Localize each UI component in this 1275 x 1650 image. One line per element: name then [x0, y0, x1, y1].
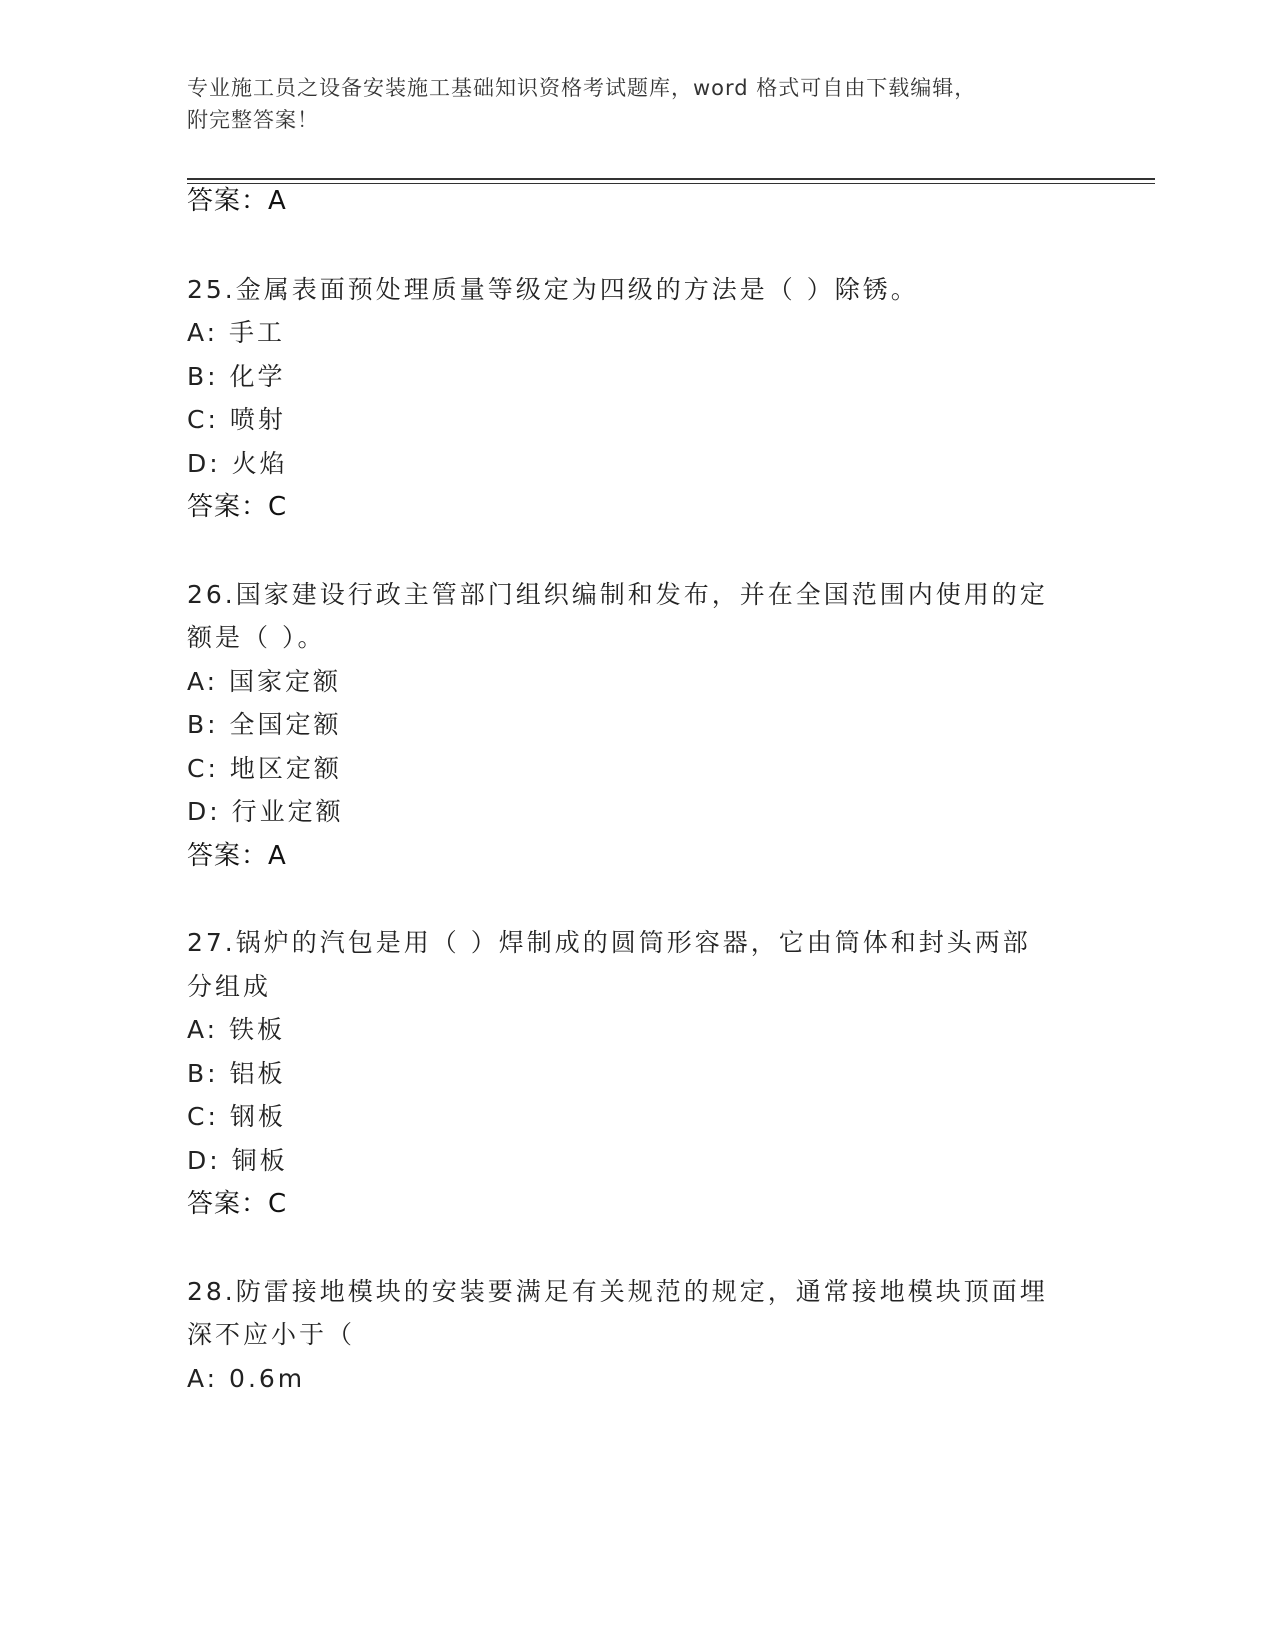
header-line-1: 专业施工员之设备安装施工基础知识资格考试题库，word 格式可自由下载编辑，	[187, 76, 977, 100]
header-line-2: 附完整答案！	[187, 108, 319, 132]
option-27-a: A: 铁板	[187, 1015, 286, 1044]
question-27-line-2: 分组成	[187, 972, 272, 1001]
option-27-c: C: 钢板	[187, 1102, 286, 1131]
answer-27: 答案：C	[187, 1189, 288, 1219]
option-26-d: D: 行业定额	[187, 797, 344, 826]
document-header	[187, 72, 1067, 136]
option-25-d: D: 火焰	[187, 449, 288, 478]
option-26-b: B: 全国定额	[187, 710, 342, 739]
question-28-line-2: 深不应小于（	[187, 1320, 356, 1349]
question-26-line-2: 额是（ ）。	[187, 623, 326, 652]
answer-25: 答案：C	[187, 492, 288, 522]
option-27-b: B: 铝板	[187, 1059, 286, 1088]
question-26-line-1: 26.国家建设行政主管部门组织编制和发布，并在全国范围内使用的定	[187, 580, 1048, 609]
option-25-a: A: 手工	[187, 318, 286, 347]
option-25-b: B: 化学	[187, 362, 286, 391]
option-27-d: D: 铜板	[187, 1146, 288, 1175]
option-25-c: C: 喷射	[187, 405, 286, 434]
answer-24: 答案：A	[187, 186, 287, 216]
answer-26: 答案：A	[187, 841, 287, 871]
option-28-a: A: 0.6m	[187, 1364, 306, 1393]
header-divider-thick	[187, 178, 1155, 180]
option-26-c: C: 地区定额	[187, 754, 342, 783]
question-25: 25.金属表面预处理质量等级定为四级的方法是（ ）除锈。	[187, 275, 919, 304]
option-26-a: A: 国家定额	[187, 667, 342, 696]
question-27-line-1: 27.锅炉的汽包是用（ ）焊制成的圆筒形容器，它由筒体和封头两部	[187, 928, 1031, 957]
header-divider-thin	[187, 183, 1155, 184]
question-28-line-1: 28.防雷接地模块的安装要满足有关规范的规定，通常接地模块顶面埋	[187, 1277, 1048, 1306]
